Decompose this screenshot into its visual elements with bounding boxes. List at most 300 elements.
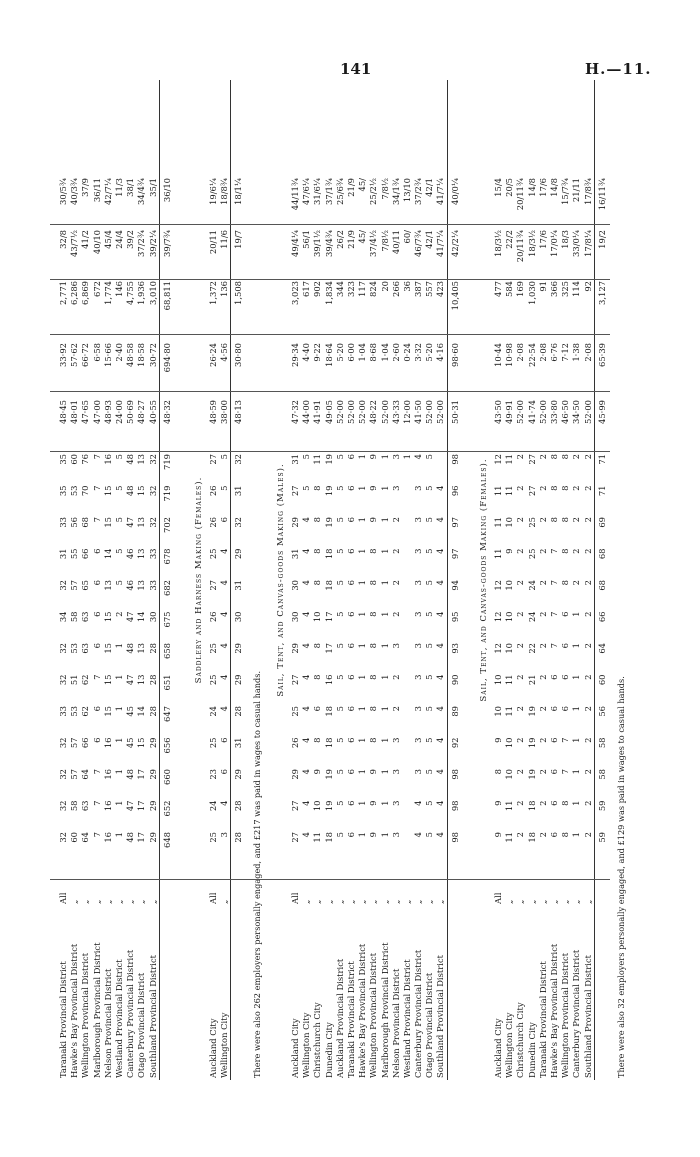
table-cell: 52·00	[537, 400, 548, 424]
table-row	[504, 80, 515, 1080]
table-cell: 2	[390, 580, 401, 586]
table-cell: 26	[208, 517, 218, 528]
table-cell: 7/8½	[379, 230, 390, 252]
row-label: Wellington Provincial District	[368, 952, 379, 1078]
table-cell: 1,372	[208, 281, 218, 305]
table-cell: 52·00	[357, 400, 368, 424]
total-cell: 10,405	[449, 281, 460, 311]
table-row	[208, 80, 219, 1080]
total-cell: 18/1¼	[233, 178, 244, 205]
table-cell: 2	[515, 769, 526, 775]
row-marker: „	[537, 899, 548, 904]
table-cell: 17/8¼	[582, 230, 593, 257]
table-cell: 4	[301, 643, 312, 649]
table-row	[424, 80, 435, 1080]
table-cell: 2	[537, 454, 548, 460]
section-title: Sail, Tent, and Canvas-goods Making (Males).	[276, 463, 286, 697]
table-cell: 6	[219, 769, 230, 775]
table-cell: 22·54	[526, 343, 537, 367]
table-cell: 44·00	[301, 400, 312, 424]
table-cell: 557	[424, 281, 435, 297]
table-cell: 2	[582, 548, 593, 554]
table-cell: 2	[537, 674, 548, 680]
table-cell: 6	[345, 485, 356, 491]
row-marker: All	[493, 892, 503, 904]
row-label: Wellington City	[504, 1012, 515, 1078]
table-cell: 5	[424, 611, 435, 617]
table-cell: 6	[345, 454, 356, 460]
table-cell: 64	[80, 769, 91, 780]
total-cell: 98	[449, 454, 460, 465]
table-cell: 25	[208, 643, 218, 654]
table-cell: 57·62	[69, 343, 80, 367]
table-cell: 2	[571, 580, 582, 586]
table-cell: 21	[526, 674, 537, 686]
table-cell: 12·00	[401, 400, 412, 424]
table-cell: 3	[390, 832, 401, 838]
table-cell: 16	[102, 832, 113, 843]
table-cell: 1	[379, 548, 390, 554]
table-cell: 12	[493, 643, 503, 654]
total-cell: 647	[161, 706, 172, 722]
table-cell: 1	[379, 769, 390, 775]
table-cell: 60	[69, 454, 80, 465]
total-cell: 97	[449, 548, 460, 560]
table-cell: 35	[58, 485, 68, 497]
table-cell: 62	[80, 706, 91, 717]
table-cell: 11	[312, 454, 323, 465]
table-cell: 7/8½	[379, 178, 390, 200]
table-cell: 6	[548, 832, 559, 838]
table-cell: 1	[401, 454, 412, 460]
table-cell: 18·58	[136, 343, 147, 367]
row-marker: „	[91, 899, 102, 904]
table-cell: 1	[379, 611, 390, 617]
table-cell: 2	[582, 517, 593, 523]
table-cell: 33	[147, 580, 158, 591]
column-rule	[50, 451, 610, 452]
row-marker: All	[58, 892, 68, 904]
table-cell: 47	[125, 800, 136, 812]
table-cell: 11	[493, 485, 503, 497]
table-cell: 33	[58, 517, 68, 528]
table-cell: 2	[515, 674, 526, 680]
table-cell: 14/8	[548, 178, 559, 197]
table-cell: 3	[413, 580, 424, 586]
table-cell: 48·01	[69, 400, 80, 424]
table-cell: 15	[102, 485, 113, 497]
table-cell: 43·33	[390, 400, 401, 424]
table-cell: 2	[515, 548, 526, 554]
table-cell: 4·16	[435, 343, 446, 362]
total-cell: 92	[449, 737, 460, 749]
row-marker: „	[390, 899, 401, 904]
table-cell: 47	[125, 674, 136, 686]
table-cell: 58	[69, 800, 80, 812]
table-cell: 41/7¼	[435, 230, 446, 257]
table-cell: 5	[424, 454, 435, 460]
table-cell: 2	[537, 548, 548, 554]
table-cell: 15	[102, 517, 113, 528]
table-cell: 52·00	[435, 400, 446, 424]
table-row	[290, 80, 301, 1080]
table-cell: 2	[390, 706, 401, 712]
table-cell: 672	[91, 281, 102, 297]
table-cell: 3	[390, 454, 401, 460]
table-cell: 45/	[357, 178, 368, 192]
table-cell: 11	[504, 485, 515, 497]
table-cell: 1	[571, 832, 582, 838]
table-cell: 5	[113, 485, 124, 491]
table-cell: 13	[136, 517, 147, 528]
table-cell: 136	[219, 281, 230, 297]
table-cell: 29	[290, 643, 300, 654]
table-cell: 266	[390, 281, 401, 297]
table-cell: 6	[91, 643, 102, 649]
row-marker: „	[515, 899, 526, 904]
table-cell: 2	[537, 800, 548, 806]
table-cell: 24	[208, 800, 218, 812]
table-cell: 10	[504, 737, 515, 749]
table-cell: 3	[413, 611, 424, 617]
table-cell: 27	[526, 454, 537, 465]
table-cell: 20/11¾	[515, 178, 526, 211]
row-label: Christchurch City	[312, 1002, 323, 1078]
table-cell: 2	[582, 800, 593, 806]
table-cell: 7·12	[560, 343, 571, 362]
table-cell: 53	[69, 706, 80, 717]
table-cell: 19	[323, 769, 334, 780]
table-cell: 5	[334, 706, 345, 712]
table-cell: 32	[58, 832, 68, 843]
table-cell: 8	[368, 737, 379, 743]
table-cell: 5	[219, 454, 230, 460]
table-cell: 477	[493, 281, 503, 297]
table-cell: 47·00	[91, 400, 102, 424]
table-row	[571, 80, 582, 1080]
table-cell: 18	[323, 580, 334, 591]
total-cell: 98	[449, 832, 460, 843]
total-cell: 652	[161, 800, 172, 817]
table-cell: 25	[526, 548, 537, 560]
table-cell: 33·92	[58, 343, 68, 367]
table-cell: 17/8¾	[582, 178, 593, 205]
table-cell: 1	[571, 800, 582, 806]
table-cell: 1·04	[379, 343, 390, 362]
total-cell: 29	[233, 674, 244, 686]
table-cell: 5	[334, 643, 345, 649]
table-cell: 1	[357, 548, 368, 554]
table-cell: 1	[379, 674, 390, 680]
table-cell: 52·00	[515, 400, 526, 424]
row-marker: „	[368, 899, 379, 904]
total-row	[447, 80, 463, 1080]
table-cell: 37/4½	[368, 230, 379, 257]
table-cell: 2,771	[58, 281, 68, 305]
table-cell: 4	[219, 611, 230, 617]
table-cell: 36	[401, 281, 412, 292]
table-cell: 10	[504, 611, 515, 623]
table-cell: 2	[571, 548, 582, 554]
row-label: Auckland City	[493, 1018, 503, 1078]
row-marker: „	[401, 899, 412, 904]
total-cell: 48·32	[161, 400, 172, 424]
table-cell: 39/2	[125, 230, 136, 249]
table-section	[272, 80, 463, 1080]
table-cell: 24	[526, 611, 537, 623]
table-cell: 5	[334, 800, 345, 806]
table-cell: 2	[390, 674, 401, 680]
total-cell: 658	[161, 643, 172, 659]
table-cell: 8	[560, 454, 571, 460]
table-cell: 2·08	[537, 343, 548, 362]
table-cell: 1	[357, 800, 368, 806]
table-cell: 6	[345, 611, 356, 617]
table-cell: 1	[571, 611, 582, 617]
table-cell: 27	[290, 800, 300, 812]
table-cell: 14	[136, 706, 147, 717]
table-cell: 5	[301, 485, 312, 491]
total-cell: 69	[596, 517, 607, 528]
table-cell: 6	[548, 769, 559, 775]
row-label: Wellington Provincial District	[80, 952, 91, 1078]
table-cell: 11/6	[219, 230, 230, 249]
table-cell: 2	[571, 454, 582, 460]
table-cell: 29	[147, 800, 158, 812]
table-cell: 6	[219, 517, 230, 523]
table-cell: 2	[571, 517, 582, 523]
table-row	[114, 80, 125, 1080]
table-cell: 6	[91, 548, 102, 554]
table-cell: 11/3	[113, 178, 124, 197]
total-cell: 98	[449, 800, 460, 812]
table-cell: 6	[548, 737, 559, 743]
table-cell: 5	[334, 769, 345, 775]
table-cell: 5	[424, 832, 435, 838]
table-cell: 64	[80, 832, 91, 843]
row-marker: „	[504, 899, 515, 904]
table-cell: 4	[301, 674, 312, 680]
total-cell: 19/2	[596, 230, 607, 249]
table-cell: 9	[504, 548, 515, 554]
table-cell: 53	[69, 643, 80, 654]
table-row	[413, 80, 424, 1080]
table-cell: 17/6	[537, 230, 548, 249]
column-rule	[50, 391, 610, 392]
table-cell: 35/1	[147, 178, 158, 197]
table-cell: 325	[560, 281, 571, 297]
table-cell: 4	[435, 643, 446, 649]
table-cell: 9	[368, 832, 379, 838]
table-cell: 4	[435, 800, 446, 806]
table-cell: 4	[435, 580, 446, 586]
table-cell: 27	[290, 832, 300, 843]
table-cell: 13	[136, 643, 147, 654]
table-cell: 70	[80, 485, 91, 497]
table-cell: 18	[526, 800, 537, 812]
table-cell: 32	[58, 800, 68, 812]
table-cell: 15·66	[102, 343, 113, 367]
table-cell: 2	[515, 706, 526, 712]
table-cell: 2	[515, 611, 526, 617]
total-cell: 71	[596, 454, 607, 465]
row-label: Otago Provincial District	[136, 972, 147, 1078]
table-row	[136, 80, 147, 1080]
table-cell: 18/3½	[493, 230, 503, 257]
row-label: Taranaki Provincial District	[58, 961, 68, 1078]
row-label: Taranaki Provincial District	[345, 961, 356, 1078]
total-cell: 29	[233, 769, 244, 780]
table-cell: 60/	[401, 230, 412, 244]
row-label: Southland Provincial District	[582, 954, 593, 1078]
table-cell: 8	[312, 643, 323, 649]
row-label: Christchurch City	[515, 1002, 526, 1078]
table-cell: 10	[312, 611, 323, 623]
table-cell: 6	[560, 674, 571, 680]
table-cell: 1	[357, 611, 368, 617]
table-cell: 35	[58, 454, 68, 465]
total-cell: 660	[161, 769, 172, 785]
table-cell: 2	[537, 611, 548, 617]
table-cell: 28	[147, 674, 158, 686]
table-cell: 8	[312, 674, 323, 680]
table-cell: 27	[526, 485, 537, 497]
table-cell: 1·38	[571, 343, 582, 362]
total-cell: 16/11¾	[596, 178, 607, 211]
table-cell: 8	[560, 485, 571, 491]
table-cell: 2	[582, 706, 593, 712]
table-cell: 52·00	[582, 400, 593, 424]
table-cell: 5	[334, 611, 345, 617]
table-cell: 25	[526, 517, 537, 528]
table-cell: 10·44	[493, 343, 503, 367]
total-cell: 31	[233, 580, 244, 591]
row-marker: „	[526, 899, 537, 904]
table-cell: 1	[357, 769, 368, 775]
total-cell: 58	[596, 737, 607, 749]
table-cell: 1	[571, 737, 582, 743]
table-cell: 51	[69, 674, 80, 686]
table-cell: 9	[368, 485, 379, 491]
table-cell: 48·58	[125, 343, 136, 367]
row-marker: „	[357, 899, 368, 904]
table-cell: 4	[435, 674, 446, 680]
table-cell: 26	[290, 737, 300, 749]
table-cell: 6·58	[91, 343, 102, 362]
table-cell: 32	[58, 674, 68, 686]
table-cell: 19/6¼	[208, 178, 218, 205]
table-cell: 40/11	[390, 230, 401, 255]
table-cell: 41/7¼	[435, 178, 446, 205]
table-cell: 19	[323, 517, 334, 528]
table-cell: 2	[515, 517, 526, 523]
footnote: There were also 32 employers personally engaged, and £129 was paid in wages to casual hands.	[615, 676, 626, 1078]
table-cell: 11	[504, 454, 515, 465]
table-cell: 57	[69, 580, 80, 591]
table-cell: 1	[571, 643, 582, 649]
table-cell: 2	[582, 454, 593, 460]
table-cell: 6	[91, 580, 102, 586]
table-cell: 3	[390, 485, 401, 491]
table-cell: 1	[379, 706, 390, 712]
table-cell: 11	[504, 832, 515, 843]
table-cell: 32	[147, 454, 158, 465]
row-label: Hawke's Bay Provincial District	[357, 943, 368, 1078]
table-cell: 4	[301, 611, 312, 617]
table-cell: 4	[301, 832, 312, 838]
table-cell: 3,010	[147, 281, 158, 305]
table-cell: 4	[413, 800, 424, 806]
table-cell: 6	[345, 674, 356, 680]
table-cell: 2·08	[582, 343, 593, 362]
table-cell: 2	[515, 643, 526, 649]
table-cell: 5	[219, 485, 230, 491]
table-cell: 1	[113, 800, 124, 806]
table-row	[391, 80, 402, 1080]
table-cell: 6	[345, 548, 356, 554]
table-cell: 10	[504, 517, 515, 528]
table-cell: 9	[493, 832, 503, 838]
table-cell: 30	[147, 611, 158, 623]
table-cell: 8	[560, 580, 571, 586]
table-cell: 48·93	[102, 400, 113, 424]
row-label: Westland Provincial District	[401, 959, 412, 1078]
table-cell: 20/5	[504, 178, 515, 197]
table-row	[493, 80, 504, 1080]
table-cell: 33/0¼	[571, 230, 582, 257]
table-cell: 5	[334, 517, 345, 523]
table-cell: 3	[413, 769, 424, 775]
table-cell: 47·65	[80, 400, 91, 424]
table-cell: 1	[357, 485, 368, 491]
table-cell: 13	[136, 548, 147, 560]
table-cell: 49·05	[323, 400, 334, 424]
table-cell: 25/2½	[368, 178, 379, 205]
table-cell: 76	[80, 454, 91, 465]
table-cell: 33	[147, 548, 158, 560]
table-cell: 43·50	[493, 400, 503, 424]
table-cell: 31	[290, 548, 300, 560]
table-cell: 824	[368, 281, 379, 297]
table-cell: 1,774	[102, 281, 113, 305]
table-cell: 25/6¾	[334, 178, 345, 205]
table-cell: 41·91	[312, 400, 323, 424]
table-cell: 17	[136, 800, 147, 812]
table-cell: 4	[301, 517, 312, 523]
table-cell: 56/1	[301, 230, 312, 249]
table-cell: 6	[312, 706, 323, 712]
table-cell: 1	[379, 800, 390, 806]
table-cell: 5	[424, 737, 435, 743]
table-cell: 8	[312, 517, 323, 523]
table-cell: 8	[312, 548, 323, 554]
table-cell: 25	[208, 832, 218, 843]
row-marker: „	[379, 899, 390, 904]
total-cell: 3,127	[596, 281, 607, 305]
table-cell: 11	[504, 800, 515, 812]
table-cell: 117	[357, 281, 368, 297]
table-cell: 5	[424, 769, 435, 775]
row-marker: „	[413, 899, 424, 904]
total-cell: 96	[449, 485, 460, 497]
table-cell: 4	[301, 800, 312, 806]
table-cell: 40/10	[91, 230, 102, 255]
table-cell: 902	[312, 281, 323, 297]
table-cell: 19	[323, 454, 334, 465]
table-cell: 16	[102, 454, 113, 465]
total-cell: 39/7¾	[161, 230, 172, 257]
table-cell: 55	[69, 548, 80, 560]
